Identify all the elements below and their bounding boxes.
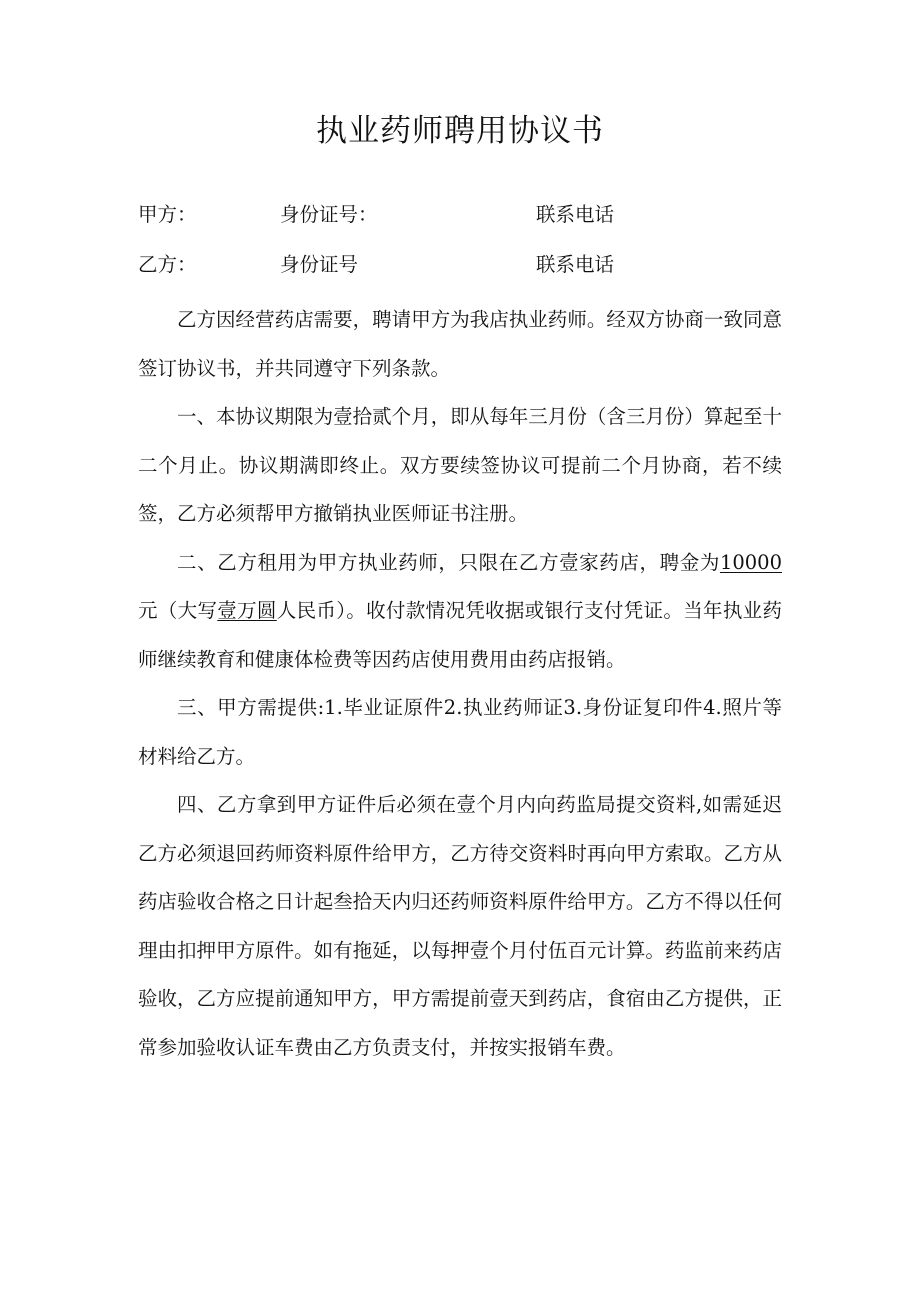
clause-3-paragraph: 三、甲方需提供:1.毕业证原件2.执业药师证3.身份证复印件4.照片等材料给乙方。 xyxy=(138,696,782,768)
party-b-label: 乙方： xyxy=(138,253,197,276)
clause-2-text-3: 人民币）。收付款情况凭收据或银行支付凭证。当年执业药师继续教育和健康体检费等因药店使用费用由药店报销。 xyxy=(138,599,782,671)
fee-amount: 10000 xyxy=(719,550,782,574)
party-a-id-label: 身份证号： xyxy=(280,203,378,226)
document-title: 执业药师聘用协议书 xyxy=(316,113,604,149)
clause-2-text-2: 元（大写 xyxy=(138,599,218,622)
fee-amount-words: 壹万圆 xyxy=(217,599,277,622)
party-a-label: 甲方： xyxy=(138,203,197,226)
party-b-row xyxy=(138,248,838,282)
intro-paragraph: 乙方因经营药店需要，聘请甲方为我店执业药师。经双方协商一致同意签订协议书，并共同遵守下列条款。 xyxy=(138,308,782,380)
party-b-id-label: 身份证号 xyxy=(280,253,359,276)
party-a-row xyxy=(138,198,838,232)
clause-2-text-1: 二、乙方租用为甲方执业药师，只限在乙方壹家药店，聘金为 xyxy=(177,550,720,574)
clause-2-paragraph xyxy=(138,539,782,685)
clause-4-paragraph: 四、乙方拿到甲方证件后必须在壹个月内向药监局提交资料,如需延迟乙方必须退回药师资料原件给甲方，乙方待交资料时再向甲方索取。乙方从药店验收合格之日计起叁拾天内归还药师资料原件给甲方。乙方不得以任何理由扣押甲方原件。如有拖延，以每押壹个月付伍百元计算。药监前来药店验收，乙方应提前通知甲方，甲方需提前壹天到药店，食宿由乙方提供，正常参加验收认证车费由乙方负责支付，并按实报销车费。 xyxy=(138,793,782,1059)
agreement-body xyxy=(138,296,782,1072)
clause-1-paragraph: 一、本协议期限为壹拾贰个月，即从每年三月份（含三月份）算起至十二个月止。协议期满即终止。双方要续签协议可提前二个月协商，若不续签，乙方必须帮甲方撤销执业医师证书注册。 xyxy=(138,405,782,525)
party-b-phone-label: 联系电话 xyxy=(536,253,615,276)
party-a-phone-label: 联系电话 xyxy=(536,203,615,226)
